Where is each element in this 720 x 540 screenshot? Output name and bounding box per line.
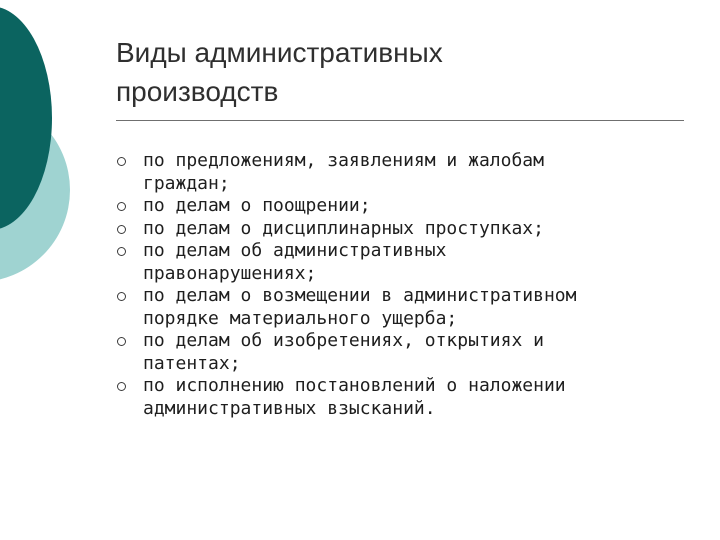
list-item-line-1: по исполнению постановлений о наложении (143, 375, 566, 396)
list-item-line-1: по делам об изобретениях, открытиях и (143, 330, 544, 351)
slide-title-line-1: Виды административных (116, 37, 443, 68)
list-item-line-2: порядке материального ущерба; (143, 307, 458, 329)
hollow-circle-bullet-icon (117, 337, 126, 346)
list-item-line-2: правонарушениях; (143, 262, 317, 284)
list-item (116, 285, 676, 330)
hollow-circle-bullet-icon (117, 292, 126, 301)
list-item (116, 218, 676, 241)
hollow-circle-bullet-icon (117, 247, 126, 256)
list-item (116, 150, 676, 195)
hollow-circle-bullet-icon (117, 202, 126, 211)
list-item (116, 330, 676, 375)
list-item-line-1: по делам об административных (143, 240, 447, 261)
list-item-line-2: граждан; (143, 172, 230, 194)
hollow-circle-bullet-icon (117, 225, 126, 234)
slide-title-line-2: производств (116, 76, 279, 107)
title-divider (116, 120, 684, 121)
list-item (116, 240, 676, 285)
production-types-list (116, 150, 676, 420)
list-item-line-2: патентах; (143, 352, 241, 374)
list-item (116, 375, 676, 420)
list-item-line-2: административных взысканий. (143, 397, 436, 419)
list-item-line-1: по предложениям, заявлениям и жалобам (143, 150, 544, 171)
hollow-circle-bullet-icon (117, 157, 126, 166)
list-item-line-1: по делам о возмещении в административном (143, 285, 577, 306)
hollow-circle-bullet-icon (117, 382, 126, 391)
list-item-line-1: по делам о поощрении; (143, 195, 371, 216)
list-item (116, 195, 676, 218)
slide-title (116, 33, 676, 111)
list-item-line-1: по делам о дисциплинарных проступках; (143, 217, 544, 239)
